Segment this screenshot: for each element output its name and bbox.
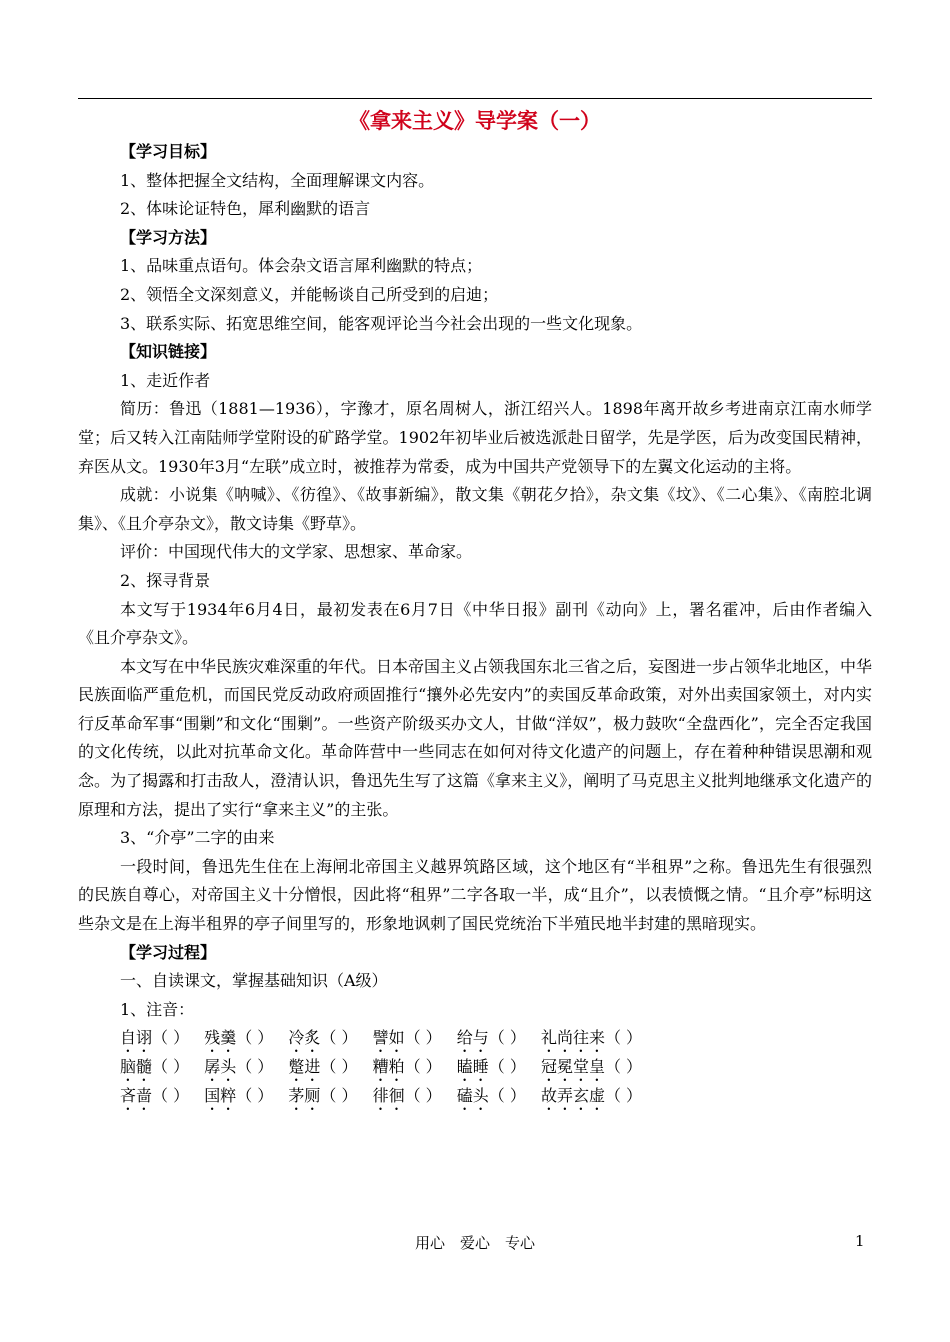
pinyin-item: 磕头（ ）: [456, 1085, 526, 1105]
origin-block: [78, 853, 872, 939]
method-item: 2、领悟全文深刻意义，并能畅谈自己所受到的启迪；: [120, 284, 499, 304]
background-subheading: 2、探寻背景: [120, 570, 211, 590]
process-heading: 【学习过程】: [120, 942, 217, 962]
pinyin-item: 孱头（ ）: [204, 1057, 274, 1076]
pinyin-row: [78, 1082, 872, 1111]
pinyin-item: 茅厕（ ）: [288, 1085, 358, 1105]
pinyin-item: 国粹（ ）: [204, 1085, 274, 1105]
method-item: 1、品味重点语句。体会杂文语言犀利幽默的特点；: [120, 256, 483, 276]
pinyin-item: 冠冕堂皇（ ）: [540, 1057, 643, 1076]
pinyin-item: 吝啬（ ）: [120, 1085, 190, 1105]
author-bio: 简历：鲁迅（1881—1936），字豫才，原名周树人，浙江绍兴人。1898年离开故乡考进南京江南水师学堂；后又转入江南陆师学堂附设的矿路学堂。1902年初毕业后被选派赴日留学，先是学医，后为改变国民精神，弃医从文。1930年3月“左联”成立时，被推荐为常委，成为中国共产党领导下的左翼文化运动的主将。: [78, 399, 872, 476]
goals-heading: 【学习目标】: [120, 142, 217, 161]
document-title: 《拿来主义》导学案（一）: [349, 109, 601, 133]
goal-item: 1、整体把握全文结构，全面理解课文内容。: [120, 170, 435, 190]
page-number: 1: [855, 1232, 865, 1250]
methods-heading: 【学习方法】: [120, 227, 217, 247]
footer-slogan: 用心 爱心 专心: [414, 1234, 535, 1252]
author-evaluation: 评价：中国现代伟大的文学家、思想家、革命家。: [120, 542, 473, 562]
knowledge-heading: 【知识链接】: [120, 342, 217, 362]
pinyin-item: 故弄玄虚（ ）: [540, 1085, 643, 1105]
method-item: 3、联系实际、拓宽思维空间，能客观评论当今社会出现的一些文化现象。: [120, 313, 643, 333]
goal-item: 2、体味论证特色，犀利幽默的语言: [120, 199, 371, 219]
pinyin-item: 脑髓（ ）: [120, 1057, 190, 1076]
pinyin-item: 蹩进（ ）: [288, 1057, 358, 1076]
pinyin-item: 糟粕（ ）: [372, 1057, 442, 1076]
background-block: [78, 596, 872, 825]
pinyin-item: 徘徊（ ）: [372, 1085, 442, 1105]
pinyin-row: [78, 1053, 872, 1082]
origin-para: 一段时间，鲁迅先生住在上海闸北帝国主义越界筑路区域，这个地区有“半租界”之称。鲁迅先生有很强烈的民族自尊心，对帝国主义十分憎恨，因此将“租界”二字各取一半，成“且介”，以表愤慨之情。“且介亭”标明这些杂文是在上海半租界的亭子间里写的，形象地讽刺了国民党统治下半殖民地半封建的黑暗现实。: [78, 856, 872, 934]
background-para-2: 本文写在中华民族灾难深重的年代。日本帝国主义占领我国东北三省之后，妄图进一步占领华北地区，中华民族面临严重危机，而国民党反动政府顽固推行“攘外必先安内”的卖国反革命政策，对外出卖国家领土，对内实行反革命军事“围剿”和文化“围剿”。一些资产阶级买办文人，甘做“洋奴”，极力鼓吹“全盘西化”，完全否定我国的文化传统，以此对抗革命文化。革命阵营中一些同志在如何对待文化遗产的问题上，存在着种种错误思潮和观念。为了揭露和打击敌人，澄清认识，鲁迅先生写了这篇《拿来主义》，阐明了马克思主义批判地继承文化遗产的原理和方法，提出了实行“拿来主义”的主张。: [78, 656, 873, 819]
pinyin-item: 自诩（ ）: [120, 1028, 190, 1048]
document-body: [78, 104, 872, 1110]
pinyin-item: 冷炙（ ）: [288, 1028, 358, 1048]
process-part-1: 一、自读课文，掌握基础知识（A级）: [120, 971, 388, 991]
pinyin-item: 瞌睡（ ）: [456, 1057, 526, 1076]
background-para-1: 本文写于1934年6月4日，最初发表在6月7日《中华日报》副刊《动向》上，署名霍冲，后由作者编入《且介亭杂文》。: [78, 599, 872, 648]
pinyin-item: 残羹（ ）: [204, 1028, 274, 1048]
pinyin-item: 礼尚往来（ ）: [540, 1028, 643, 1048]
origin-subheading: 3、“介亭”二字的由来: [120, 828, 275, 848]
pinyin-subheading: 1、注音：: [120, 999, 195, 1019]
pinyin-item: 譬如（ ）: [372, 1028, 442, 1048]
author-bio-block: [78, 395, 872, 567]
author-achievements: 成就：小说集《呐喊》、《彷徨》、《故事新编》，散文集《朝花夕拾》，杂文集《坟》、《二心集》、《南腔北调集》、《且介亭杂文》，散文诗集《野草》。: [78, 485, 872, 533]
pinyin-row: [78, 1024, 872, 1053]
header-rule: [78, 98, 872, 99]
author-subheading: 1、走近作者: [120, 370, 211, 390]
pinyin-item: 给与（ ）: [456, 1028, 526, 1048]
